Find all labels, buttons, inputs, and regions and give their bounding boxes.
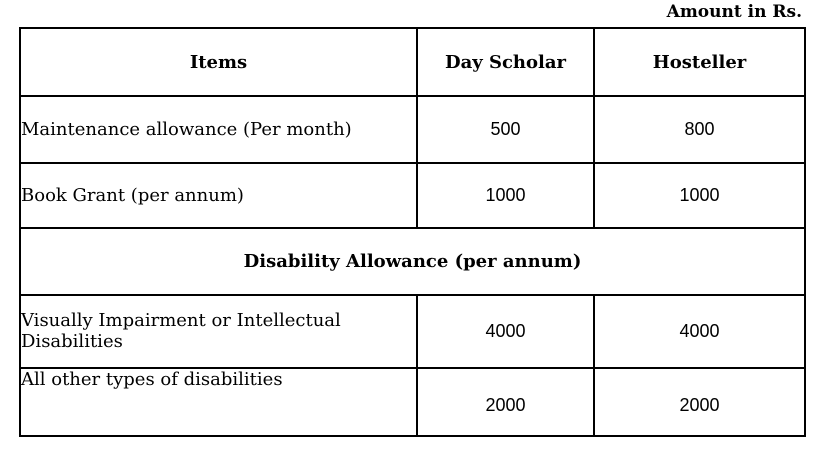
row-hosteller-value: 1000: [594, 163, 805, 228]
table-row: [20, 368, 805, 436]
section-header-row: [20, 228, 805, 295]
row-hosteller-value: 2000: [594, 368, 805, 436]
row-day-scholar-value: 1000: [417, 163, 594, 228]
table-row: [20, 163, 805, 228]
row-item-label: Visually Impairment or Intellectual Disabilities: [20, 295, 417, 367]
table-header-row: [20, 28, 805, 96]
allowance-table: [19, 27, 806, 437]
header-items: Items: [20, 28, 417, 96]
amount-unit-caption: Amount in Rs.: [666, 2, 802, 22]
header-hosteller: Hosteller: [594, 28, 805, 96]
row-day-scholar-value: 500: [417, 96, 594, 162]
disability-section-title: Disability Allowance (per annum): [20, 228, 805, 295]
table-row: [20, 96, 805, 162]
header-day-scholar: Day Scholar: [417, 28, 594, 96]
row-item-label: All other types of disabilities: [20, 368, 417, 436]
row-day-scholar-value: 4000: [417, 295, 594, 367]
row-hosteller-value: 800: [594, 96, 805, 162]
table-row: [20, 295, 805, 367]
row-item-label: Maintenance allowance (Per month): [20, 96, 417, 162]
row-item-label: Book Grant (per annum): [20, 163, 417, 228]
row-hosteller-value: 4000: [594, 295, 805, 367]
row-day-scholar-value: 2000: [417, 368, 594, 436]
